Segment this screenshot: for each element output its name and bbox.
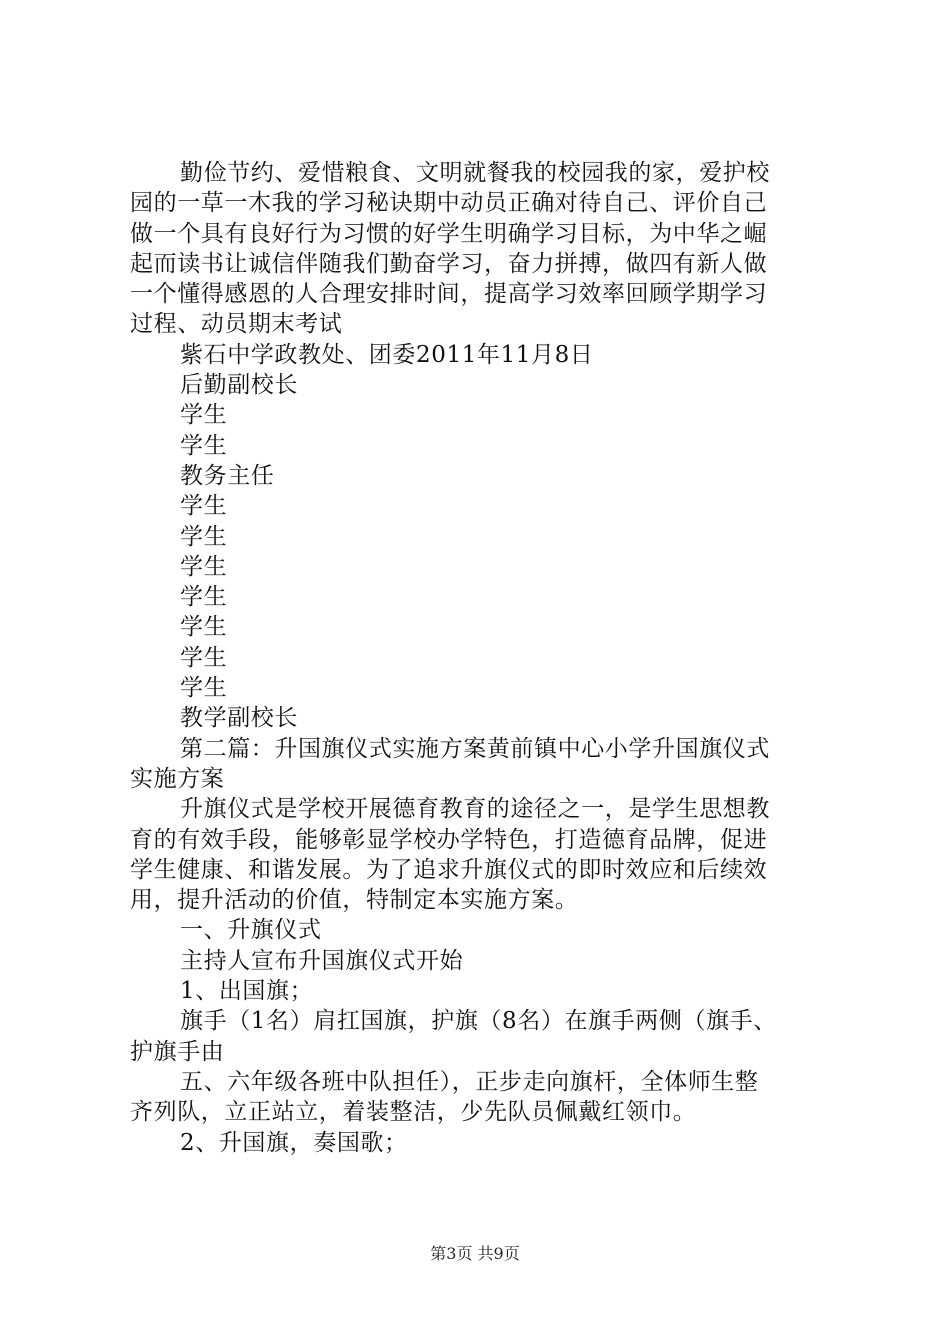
role-item: 教务主任 <box>180 462 275 489</box>
text-line: 园的一草一木我的学习秘诀期中动员正确对待自己、评价自己 <box>130 190 768 217</box>
role-item: 学生 <box>180 402 228 429</box>
text-line: 学生健康、和谐发展。为了追求升旗仪式的即时效应和后续效 <box>130 856 768 883</box>
text-line: 旗手（1名）肩扛国旗，护旗（8名）在旗手两侧（旗手、 <box>180 1008 777 1035</box>
section-heading: 第二篇：升国旗仪式实施方案黄前镇中心小学升国旗仪式 <box>180 735 770 762</box>
text-line: 齐列队，立正站立，着装整洁，少先队员佩戴红领巾。 <box>130 1099 697 1126</box>
role-item: 学生 <box>180 644 228 671</box>
text-line: 勤俭节约、爱惜粮食、文明就餐我的校园我的家，爱护校 <box>180 160 770 186</box>
text-line: 过程、动员期末考试 <box>130 311 343 338</box>
text-line: 用，提升活动的价值，特制定本实施方案。 <box>130 887 579 914</box>
role-item: 学生 <box>180 614 228 641</box>
step-item: 1、出国旗； <box>180 978 314 1005</box>
role-item: 学生 <box>180 553 228 580</box>
signature-line: 紫石中学政教处、团委2011年11月8日 <box>180 341 594 368</box>
role-item: 教学副校长 <box>180 705 298 732</box>
text-line: 一个懂得感恩的人合理安排时间，提高学习效率回顾学期学习 <box>130 281 768 308</box>
role-item: 学生 <box>180 493 228 520</box>
text-line: 做一个具有良好行为习惯的好学生明确学习目标，为中华之崛 <box>130 220 768 247</box>
page-indicator: 第3页 共9页 <box>430 1244 520 1263</box>
role-item: 学生 <box>180 675 228 702</box>
text-line: 起而读书让诚信伴随我们勤奋学习，奋力拼搏，做四有新人做 <box>130 250 768 277</box>
role-item: 学生 <box>180 523 228 550</box>
role-item: 学生 <box>180 584 228 611</box>
text-line: 护旗手由 <box>130 1038 225 1065</box>
step-item: 2、升国旗，奏国歌； <box>180 1129 408 1156</box>
text-line: 五、六年级各班中队担任），正步走向旗杆，全体师生整 <box>180 1068 759 1095</box>
role-item: 后勤副校长 <box>180 372 298 399</box>
role-item: 学生 <box>180 432 228 459</box>
text-line: 升旗仪式是学校开展德育教育的途径之一，是学生思想教 <box>180 796 770 823</box>
document-body <box>130 158 830 1158</box>
text-line: 育的有效手段，能够彰显学校办学特色，打造德育品牌，促进 <box>130 826 768 853</box>
subheading: 一、升旗仪式 <box>180 917 322 944</box>
text-line: 主持人宣布升国旗仪式开始 <box>180 947 464 974</box>
section-heading-continued: 实施方案 <box>130 765 225 792</box>
